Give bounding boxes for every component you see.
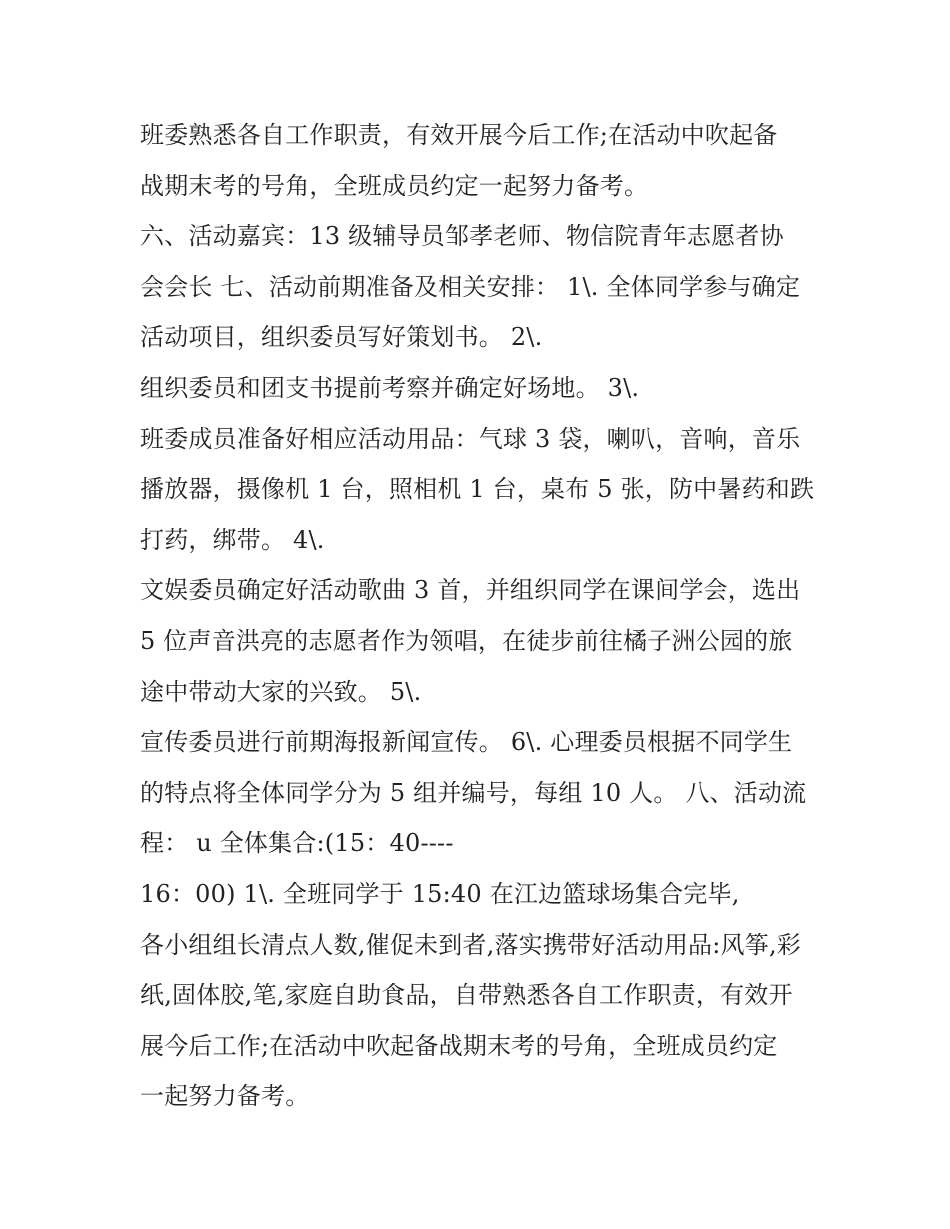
text-line: 组织委员和团支书提前考察并确定好场地。 3\. bbox=[140, 373, 640, 402]
text-line: 程： u 全体集合:(15：40---- bbox=[140, 829, 454, 858]
document-body bbox=[140, 110, 820, 1122]
text-line: 展今后工作;在活动中吹起备战期末考的号角，全班成员约定 bbox=[140, 1031, 778, 1060]
text-line: 16：00) 1\. 全班同学于 15:40 在江边篮球场集合完毕, bbox=[140, 879, 740, 908]
text-line: 班委成员准备好相应活动用品：气球 3 袋，喇叭，音响，音乐 bbox=[140, 424, 801, 453]
text-line: 一起努力备考。 bbox=[140, 1082, 310, 1111]
text-line: 5 位声音洪亮的志愿者作为领唱，在徒步前往橘子洲公园的旅 bbox=[140, 626, 793, 655]
text-line: 纸,固体胶,笔,家庭自助食品，自带熟悉各自工作职责，有效开 bbox=[140, 981, 793, 1010]
text-line: 六、活动嘉宾：13 级辅导员邹孝老师、物信院青年志愿者协 bbox=[140, 222, 784, 251]
text-line: 活动项目，组织委员写好策划书。 2\. bbox=[140, 323, 543, 352]
text-line: 途中带动大家的兴致。 5\. bbox=[140, 677, 422, 706]
text-line: 宣传委员进行前期海报新闻宣传。 6\. 心理委员根据不同学生 bbox=[140, 728, 793, 757]
text-line: 班委熟悉各自工作职责，有效开展今后工作;在活动中吹起备 bbox=[140, 121, 778, 149]
text-line: 打药，绑带。 4\. bbox=[140, 525, 325, 554]
text-line: 各小组组长清点人数,催促未到者,落实携带好活动用品:风筝,彩 bbox=[140, 930, 801, 959]
text-line: 会会长 七、活动前期准备及相关安排： 1\. 全体同学参与确定 bbox=[140, 272, 801, 301]
text-line: 文娱委员确定好活动歌曲 3 首，并组织同学在课间学会，选出 bbox=[140, 576, 801, 605]
text-line: 战期末考的号角，全班成员约定一起努力备考。 bbox=[140, 171, 649, 200]
text-line: 播放器，摄像机 1 台，照相机 1 台，桌布 5 张，防中暑药和跌 bbox=[140, 475, 815, 504]
text-line: 的特点将全体同学分为 5 组并编号，每组 10 人。 八、活动流 bbox=[140, 778, 807, 807]
